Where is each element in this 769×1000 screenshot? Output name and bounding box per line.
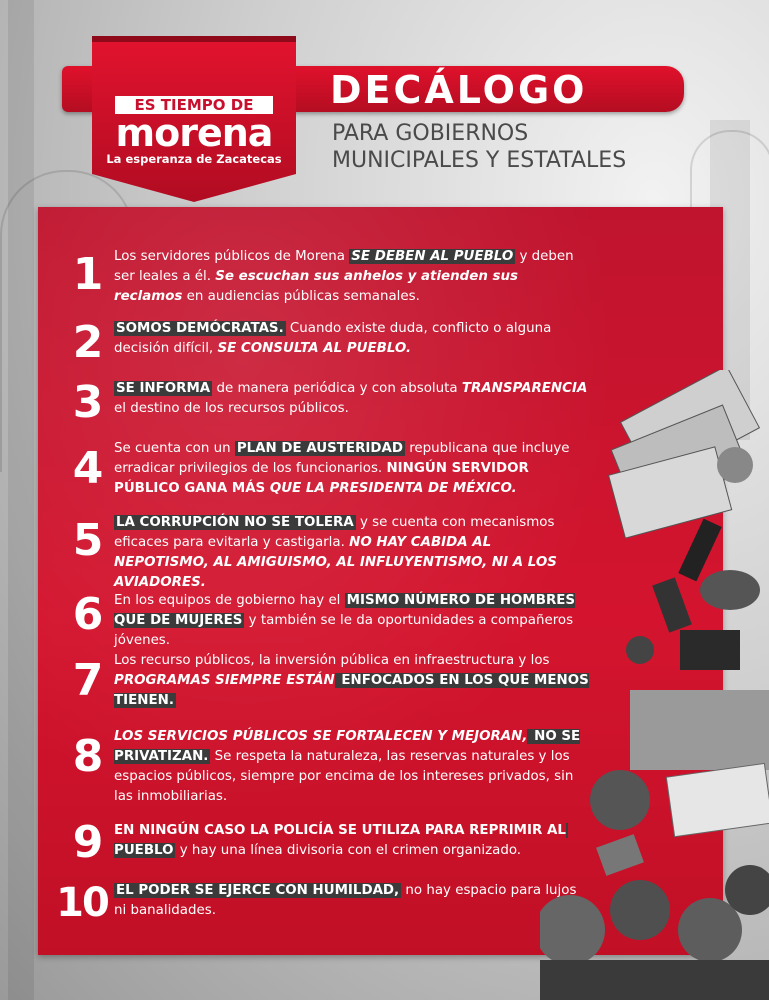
text-segment: Cuando existe duda, conflicto o alguna decisión difícil, — [114, 321, 552, 356]
text-segment: SE INFORMA — [116, 381, 211, 396]
text-segment: QUE LA PRESIDENTA DE MÉXICO. — [265, 481, 517, 496]
text-segment: Se escuchan sus anhelos y atienden sus reclamos — [114, 269, 519, 304]
item-number: 7 — [72, 655, 104, 706]
item-text — [114, 439, 590, 499]
badge-tagline: La esperanza de Zacatecas — [106, 152, 282, 166]
text-segment: LA CORRUPCIÓN NO SE TOLERA — [116, 515, 354, 530]
text-segment: LOS SERVICIOS PÚBLICOS SE FORTALECEN Y MEJORAN, — [114, 729, 528, 744]
item-number: 5 — [72, 515, 104, 566]
crowd-image — [540, 690, 769, 1000]
subtitle-line-1: PARA GOBIERNOS — [332, 121, 529, 146]
text-segment: y también se le da oportunidades a compañeros jóvenes. — [114, 613, 574, 648]
text-segment: NO SE PRIVATIZAN. — [114, 729, 581, 764]
text-segment: EN NINGÚN CASO LA POLICÍA SE UTILIZA PARA REPRIMIR AL — [114, 823, 566, 838]
text-segment: TRANSPARENCIA — [461, 381, 588, 396]
text-segment: Se cuenta con un — [114, 441, 235, 456]
item-number: 8 — [72, 731, 104, 782]
page-subtitle — [332, 120, 712, 174]
text-segment: Se respeta la naturaleza, las reservas naturales y los espacios públicos, siempre por encima de los intereses privados, sin las inmobiliarias. — [114, 749, 574, 804]
text-segment: EL PODER SE EJERCE CON HUMILDAD, — [116, 883, 400, 898]
text-segment: republicana que incluye erradicar privilegios de los funcionarios. — [114, 441, 570, 476]
text-segment: Los recurso públicos, la inversión pública en infraestructura y los — [114, 653, 550, 668]
item-number: 10 — [56, 880, 108, 926]
item-text — [114, 247, 590, 307]
item-text — [114, 379, 590, 419]
text-segment: SE CONSULTA AL PUEBLO. — [217, 341, 412, 356]
photo-collage — [540, 370, 769, 1000]
text-segment: SE DEBEN AL PUEBLO — [351, 249, 514, 264]
item-text — [114, 513, 590, 593]
text-segment: no hay espacio para lujos ni banalidades. — [114, 883, 577, 918]
badge-top-text: ES TIEMPO DE — [115, 96, 273, 114]
item-text — [114, 881, 590, 921]
text-segment: NO HAY CABIDA AL NEPOTISMO, AL AMIGUISMO, AL INFLUYENTISMO, NI A LOS AVIADORES. — [114, 535, 557, 590]
text-segment: en audiencias públicas semanales. — [182, 289, 420, 304]
text-segment: En los equipos de gobierno hay el — [114, 593, 345, 608]
page-title: DECÁLOGO — [330, 68, 588, 112]
item-text — [114, 651, 590, 711]
item-number: 3 — [72, 377, 104, 428]
text-segment: el destino de los recursos públicos. — [114, 401, 349, 416]
text-segment: PLAN DE AUSTERIDAD — [236, 441, 403, 456]
item-text — [114, 821, 590, 861]
microphones-image — [626, 519, 760, 670]
banknotes-image — [609, 370, 760, 538]
text-segment: Los servidores públicos de Morena — [114, 249, 350, 264]
text-segment: MISMO NÚMERO DE HOMBRES QUE DE MUJERES — [114, 593, 576, 628]
item-number: 6 — [72, 589, 104, 640]
text-segment: y se cuenta con mecanismos eficaces para evitarla y castigarla. — [114, 515, 555, 550]
morena-badge — [92, 36, 296, 202]
item-number: 1 — [72, 249, 104, 300]
item-text — [114, 727, 590, 807]
text-segment: PUEBLO — [114, 823, 568, 858]
item-number: 9 — [72, 817, 104, 868]
text-segment: de manera periódica y con absoluta — [212, 381, 462, 396]
text-segment: y deben ser leales a él. — [114, 249, 574, 284]
text-segment: NINGÚN SERVIDOR PÚBLICO GANA MÁS — [114, 461, 529, 496]
item-text — [114, 319, 590, 359]
item-text — [114, 591, 590, 651]
text-segment: PROGRAMAS SIEMPRE ESTÁN — [114, 673, 335, 688]
item-number: 2 — [72, 317, 104, 368]
text-segment: ENFOCADOS EN LOS QUE MENOS TIENEN. — [114, 673, 589, 708]
brand-logo-text: morena — [115, 111, 273, 155]
text-segment: y hay una línea divisoria con el crimen organizado. — [175, 843, 522, 858]
text-segment: SOMOS DEMÓCRATAS. — [116, 321, 284, 336]
item-number: 4 — [72, 443, 104, 494]
subtitle-line-2: MUNICIPALES Y ESTATALES — [332, 148, 627, 173]
